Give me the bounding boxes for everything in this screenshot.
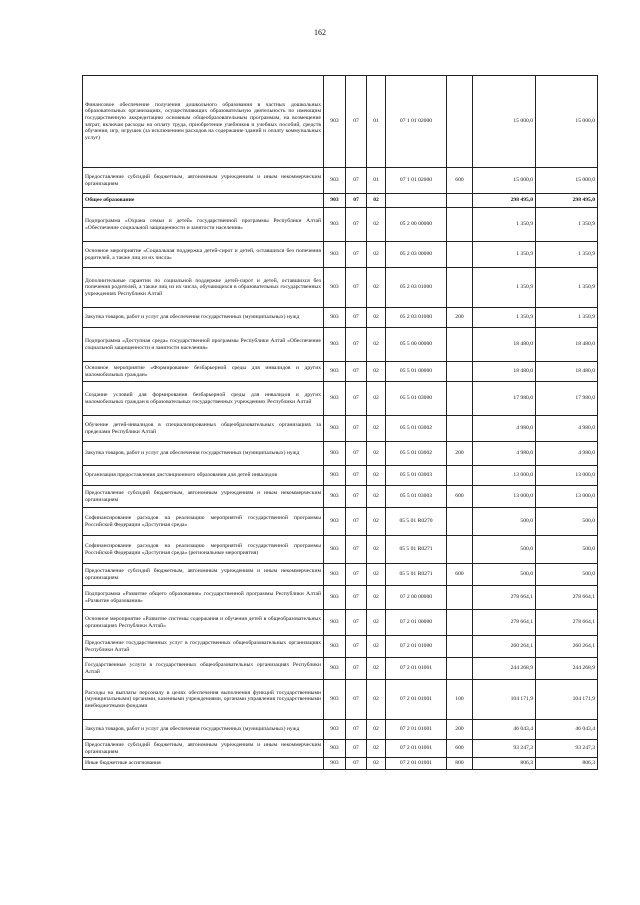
cell-subsection: 02 [367, 242, 386, 268]
row-name: Создание условий для формирования безбарьерной среды для инвалидов и других маломобильных граждан в образовательных государственных учреждениях Республики Алтай [83, 382, 324, 416]
row-name: Общее образование [83, 194, 324, 208]
cell-target-article: 05 5 01 03003 [386, 466, 447, 486]
cell-grbs: 903 [324, 486, 346, 508]
cell-section: 07 [346, 268, 367, 308]
cell-section: 07 [346, 76, 367, 168]
cell-expense-type [447, 536, 473, 564]
table-row [83, 486, 598, 508]
cell-section: 07 [346, 194, 367, 208]
row-name: Основное мероприятие «Развитие системы содержания и обучения детей в общеобразовательных организациях Республики Алтай» [83, 610, 324, 636]
cell-expense-type [447, 586, 473, 610]
cell-grbs: 903 [324, 586, 346, 610]
cell-expense-type [447, 466, 473, 486]
cell-grbs: 903 [324, 442, 346, 466]
cell-expense-type: 800 [447, 758, 473, 770]
cell-subsection: 02 [367, 268, 386, 308]
cell-section: 07 [346, 466, 367, 486]
cell-section: 07 [346, 486, 367, 508]
row-name: Предоставление субсидий бюджетным, автономным учреждениям и иным некоммерческим организациям [83, 168, 324, 194]
cell-subsection: 02 [367, 466, 386, 486]
row-name: Предоставление субсидий бюджетным, автономным учреждениям и иным некоммерческим организациям [83, 740, 324, 758]
cell-amount-2: 13 000,0 [536, 466, 598, 486]
cell-amount-2: 18 480,0 [536, 328, 598, 362]
row-name: Подпрограмма «Развитие общего образования» государственной программы Республики Алтай «Развитие образования» [83, 586, 324, 610]
cell-expense-type [447, 658, 473, 680]
cell-amount-2: 17 980,0 [536, 382, 598, 416]
budget-table [82, 75, 598, 770]
cell-amount-2: 46 043,4 [536, 720, 598, 740]
cell-grbs: 903 [324, 308, 346, 328]
cell-section: 07 [346, 382, 367, 416]
cell-subsection: 02 [367, 208, 386, 242]
cell-subsection: 02 [367, 362, 386, 382]
cell-subsection: 02 [367, 658, 386, 680]
cell-target-article: 07 2 01 01001 [386, 658, 447, 680]
table-row [83, 658, 598, 680]
row-name: Закупка товаров, работ и услуг для обеспечения государственных (муниципальных) нужд [83, 720, 324, 740]
cell-section: 07 [346, 308, 367, 328]
cell-subsection: 02 [367, 536, 386, 564]
cell-subsection: 02 [367, 610, 386, 636]
cell-subsection: 02 [367, 194, 386, 208]
cell-amount-1: 93 247,3 [473, 740, 536, 758]
cell-section: 07 [346, 636, 367, 658]
cell-subsection: 02 [367, 442, 386, 466]
cell-amount-1: 500,0 [473, 508, 536, 536]
table-row [83, 508, 598, 536]
table-row [83, 758, 598, 770]
cell-target-article: 07 2 01 01001 [386, 740, 447, 758]
cell-grbs: 903 [324, 168, 346, 194]
cell-amount-1: 278 664,1 [473, 586, 536, 610]
cell-grbs: 903 [324, 508, 346, 536]
cell-grbs: 903 [324, 194, 346, 208]
cell-target-article: 05 5 00 00000 [386, 328, 447, 362]
cell-expense-type: 600 [447, 486, 473, 508]
cell-amount-2: 1 350,9 [536, 242, 598, 268]
cell-section: 07 [346, 242, 367, 268]
cell-amount-2: 260 264,1 [536, 636, 598, 658]
cell-subsection: 02 [367, 308, 386, 328]
table-row [83, 168, 598, 194]
cell-section: 07 [346, 362, 367, 382]
cell-expense-type [447, 382, 473, 416]
cell-amount-1: 1 350,9 [473, 208, 536, 242]
cell-amount-1: 244 268,9 [473, 658, 536, 680]
table-row [83, 382, 598, 416]
cell-amount-2: 298 495,0 [536, 194, 598, 208]
cell-expense-type [447, 268, 473, 308]
cell-amount-2: 278 664,1 [536, 586, 598, 610]
cell-target-article: 05 5 01 R0270 [386, 508, 447, 536]
row-name: Основное мероприятие «Социальная поддержка детей-сирот и детей, оставшихся без попечения родителей, а также лиц из их числа» [83, 242, 324, 268]
cell-amount-1: 1 350,9 [473, 268, 536, 308]
cell-grbs: 903 [324, 680, 346, 720]
cell-target-article [386, 194, 447, 208]
cell-amount-1: 15 000,0 [473, 76, 536, 168]
cell-amount-2: 18 480,0 [536, 362, 598, 382]
cell-subsection: 01 [367, 76, 386, 168]
row-name: Подпрограмма «Охрана семьи и детей» государственной программы Республики Алтай «Обеспечение социальной защищенности и занятости населения» [83, 208, 324, 242]
row-name: Подпрограмма «Доступная среда» государственной программы Республики Алтай «Обеспечение социальной защищенности и занятости населения» [83, 328, 324, 362]
cell-section: 07 [346, 208, 367, 242]
cell-amount-1: 4 980,0 [473, 442, 536, 466]
cell-section: 07 [346, 168, 367, 194]
cell-grbs: 903 [324, 242, 346, 268]
cell-amount-2: 500,0 [536, 564, 598, 586]
cell-expense-type [447, 328, 473, 362]
table-row [83, 208, 598, 242]
row-name: Закупка товаров, работ и услуг для обеспечения государственных (муниципальных) нужд [83, 442, 324, 466]
table-row [83, 442, 598, 466]
table-row [83, 536, 598, 564]
row-name: Закупка товаров, работ и услуг для обеспечения государственных (муниципальных) нужд [83, 308, 324, 328]
cell-target-article: 07 1 01 02000 [386, 76, 447, 168]
cell-target-article: 05 2 00 00000 [386, 208, 447, 242]
cell-expense-type: 100 [447, 680, 473, 720]
cell-subsection: 02 [367, 680, 386, 720]
cell-subsection: 02 [367, 720, 386, 740]
cell-subsection: 02 [367, 636, 386, 658]
cell-grbs: 903 [324, 208, 346, 242]
table-row [83, 268, 598, 308]
cell-amount-1: 500,0 [473, 564, 536, 586]
cell-expense-type: 200 [447, 308, 473, 328]
cell-amount-2: 15 000,0 [536, 168, 598, 194]
table-row [83, 242, 598, 268]
cell-grbs: 903 [324, 268, 346, 308]
cell-expense-type [447, 636, 473, 658]
cell-target-article: 05 5 01 03002 [386, 416, 447, 442]
cell-target-article: 05 5 01 R0271 [386, 564, 447, 586]
table-row [83, 416, 598, 442]
cell-expense-type [447, 194, 473, 208]
cell-target-article: 05 5 01 00000 [386, 362, 447, 382]
cell-expense-type [447, 208, 473, 242]
cell-expense-type [447, 508, 473, 536]
row-name: Основное мероприятие «Формирование безбарьерной среды для инвалидов и других маломобильных граждан» [83, 362, 324, 382]
page-number: 162 [314, 28, 326, 37]
cell-target-article: 07 2 01 01001 [386, 680, 447, 720]
cell-grbs: 903 [324, 720, 346, 740]
cell-section: 07 [346, 442, 367, 466]
cell-amount-1: 17 980,0 [473, 382, 536, 416]
cell-expense-type [447, 362, 473, 382]
cell-grbs: 903 [324, 416, 346, 442]
cell-amount-2: 15 000,0 [536, 76, 598, 168]
cell-subsection: 02 [367, 328, 386, 362]
cell-amount-2: 1 350,9 [536, 308, 598, 328]
row-name: Софинансирование расходов на реализацию мероприятий государственной программы Российской Федерации «Доступная среда» [83, 508, 324, 536]
cell-target-article: 05 5 01 R0271 [386, 536, 447, 564]
cell-amount-2: 1 350,9 [536, 268, 598, 308]
cell-subsection: 02 [367, 486, 386, 508]
cell-amount-2: 278 664,1 [536, 610, 598, 636]
cell-subsection: 02 [367, 382, 386, 416]
row-name: Государственные услуги в государственных общеобразовательных организациях Республики Алтай [83, 658, 324, 680]
row-name: Предоставление субсидий бюджетным, автономным учреждениям и иным некоммерческим организациям [83, 486, 324, 508]
table-row [83, 586, 598, 610]
cell-grbs: 903 [324, 328, 346, 362]
cell-amount-1: 260 264,1 [473, 636, 536, 658]
cell-subsection: 01 [367, 168, 386, 194]
cell-amount-1: 46 043,4 [473, 720, 536, 740]
cell-grbs: 903 [324, 76, 346, 168]
cell-amount-1: 13 000,0 [473, 486, 536, 508]
cell-amount-1: 1 350,9 [473, 308, 536, 328]
cell-section: 07 [346, 680, 367, 720]
cell-amount-1: 18 480,0 [473, 328, 536, 362]
cell-expense-type: 200 [447, 442, 473, 466]
table-row [83, 720, 598, 740]
table-row [83, 328, 598, 362]
cell-section: 07 [346, 586, 367, 610]
row-name: Дополнительные гарантии по социальной поддержке детей-сирот и детей, оставшихся без попечения родителей, а также лиц из их числа, обучающихся в образовательных государственных учреждениях Республики Алтай [83, 268, 324, 308]
cell-amount-1: 298 495,0 [473, 194, 536, 208]
table-row [83, 362, 598, 382]
row-name: Финансовое обеспечение получения дошкольного образования в частных дошкольных образовательных организациях, осуществляющих образовательную деятельность по имеющим государственную аккредитацию основным общеобразовательным программам, на возмещение затрат, включая расходы на оплату труда, приобретение учебников и учебных пособий, средств обучения, игр, игрушек (за исключением расходов на содержание зданий и оплату коммунальных услуг) [83, 76, 324, 168]
cell-target-article: 07 2 00 00000 [386, 586, 447, 610]
cell-grbs: 903 [324, 382, 346, 416]
row-name: Обучение детей-инвалидов в специализированных общеобразовательных организациях за пределами Республики Алтай [83, 416, 324, 442]
table-row [83, 680, 598, 720]
cell-subsection: 02 [367, 758, 386, 770]
cell-subsection: 02 [367, 416, 386, 442]
cell-target-article: 07 2 01 00000 [386, 610, 447, 636]
cell-expense-type: 600 [447, 564, 473, 586]
cell-grbs: 903 [324, 536, 346, 564]
table-row [83, 76, 598, 168]
table-row [83, 308, 598, 328]
cell-amount-2: 244 268,9 [536, 658, 598, 680]
row-name: Иные бюджетные ассигнования [83, 758, 324, 770]
cell-subsection: 02 [367, 564, 386, 586]
cell-subsection: 02 [367, 740, 386, 758]
table-row [83, 740, 598, 758]
cell-amount-1: 806,3 [473, 758, 536, 770]
cell-grbs: 903 [324, 636, 346, 658]
cell-section: 07 [346, 536, 367, 564]
cell-amount-2: 13 000,0 [536, 486, 598, 508]
cell-amount-2: 500,0 [536, 536, 598, 564]
cell-grbs: 903 [324, 658, 346, 680]
cell-section: 07 [346, 416, 367, 442]
cell-amount-2: 500,0 [536, 508, 598, 536]
cell-amount-2: 93 247,3 [536, 740, 598, 758]
cell-subsection: 02 [367, 508, 386, 536]
table-row [83, 610, 598, 636]
cell-expense-type [447, 76, 473, 168]
cell-section: 07 [346, 740, 367, 758]
table-row [83, 636, 598, 658]
cell-target-article: 05 5 01 03002 [386, 442, 447, 466]
cell-target-article: 05 5 01 03000 [386, 382, 447, 416]
cell-grbs: 903 [324, 610, 346, 636]
cell-grbs: 903 [324, 758, 346, 770]
cell-expense-type: 200 [447, 720, 473, 740]
cell-amount-1: 18 480,0 [473, 362, 536, 382]
cell-expense-type: 600 [447, 168, 473, 194]
table-row [83, 194, 598, 208]
cell-section: 07 [346, 328, 367, 362]
cell-grbs: 903 [324, 740, 346, 758]
cell-expense-type: 600 [447, 740, 473, 758]
cell-target-article: 05 2 03 01000 [386, 268, 447, 308]
row-name: Расходы на выплаты персоналу в целях обеспечения выполнения функций государственными (муниципальными) органами, казенными учреждениями, органами управления государственными внебюджетными фондами [83, 680, 324, 720]
row-name: Софинансирование расходов на реализацию мероприятий государственной программы Российской Федерации «Доступная среда» (региональные мероприятия) [83, 536, 324, 564]
cell-amount-1: 13 000,0 [473, 466, 536, 486]
cell-target-article: 05 2 03 00000 [386, 242, 447, 268]
cell-section: 07 [346, 658, 367, 680]
row-name: Организация предоставления дистанционного образования для детей инвалидов [83, 466, 324, 486]
cell-amount-1: 500,0 [473, 536, 536, 564]
cell-target-article: 07 2 01 01001 [386, 720, 447, 740]
cell-amount-1: 278 664,1 [473, 610, 536, 636]
cell-grbs: 903 [324, 362, 346, 382]
cell-expense-type [447, 242, 473, 268]
cell-target-article: 05 2 03 01000 [386, 308, 447, 328]
cell-grbs: 903 [324, 466, 346, 486]
cell-amount-1: 15 000,0 [473, 168, 536, 194]
cell-target-article: 07 1 01 02000 [386, 168, 447, 194]
cell-amount-2: 4 980,0 [536, 442, 598, 466]
cell-amount-1: 4 980,0 [473, 416, 536, 442]
table-row [83, 564, 598, 586]
cell-section: 07 [346, 758, 367, 770]
row-name: Предоставление субсидий бюджетным, автономным учреждениям и иным некоммерческим организациям [83, 564, 324, 586]
cell-amount-2: 1 350,9 [536, 208, 598, 242]
cell-grbs: 903 [324, 564, 346, 586]
cell-target-article: 05 5 01 03003 [386, 486, 447, 508]
row-name: Предоставление государственных услуг в государственных общеобразовательных организациях Республики Алтай [83, 636, 324, 658]
cell-amount-2: 104 171,9 [536, 680, 598, 720]
cell-amount-2: 806,3 [536, 758, 598, 770]
cell-amount-1: 1 350,9 [473, 242, 536, 268]
cell-amount-2: 4 980,0 [536, 416, 598, 442]
cell-target-article: 07 2 01 01001 [386, 758, 447, 770]
cell-amount-1: 104 171,9 [473, 680, 536, 720]
cell-section: 07 [346, 610, 367, 636]
cell-subsection: 02 [367, 586, 386, 610]
cell-target-article: 07 2 01 01000 [386, 636, 447, 658]
cell-section: 07 [346, 720, 367, 740]
cell-expense-type [447, 610, 473, 636]
table-row [83, 466, 598, 486]
cell-section: 07 [346, 564, 367, 586]
cell-expense-type [447, 416, 473, 442]
cell-section: 07 [346, 508, 367, 536]
